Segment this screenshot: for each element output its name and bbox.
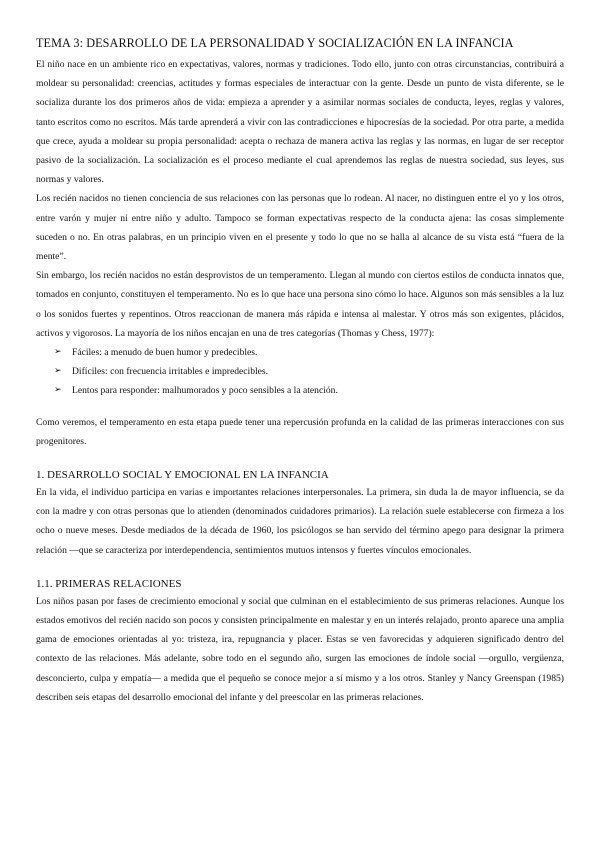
intro-paragraph-temperament: Sin embargo, los recién nacidos no están desprovistos de un temperamento. Llegan al mundo con ciertos estilos de conducta innatos que, tomados en conjunto, constituyen el temperamento. No es lo que hace una persona sino cómo lo hace. Algunos son más sensibles a la luz o los sonidos fuertes y repentinos. Otros reaccionan de manera más rápida e intensa al malestar. Y otros más son exigentes, plácidos, activos y vigorosos. La mayoría de los niños encajan en una de tres categorías (Thomas y Chess, 1977): — [36, 270, 564, 339]
document-title: TEMA 3: DESARROLLO DE LA PERSONALIDAD Y SOCIALIZACIÓN EN LA INFANCIA — [36, 36, 514, 50]
arrow-bullet-icon: ➢ — [54, 347, 62, 358]
section-paragraph: En la vida, el individuo participa en varias e importantes relaciones interpersonales. La primera, sin duda la de mayor influencia, se da con la madre y con otras personas que lo atienden (denominados cuidadores primarios). La relación suele establecerse con firmeza a los ocho o nueve meses. Desde mediados de la década de 1960, los psicólogos se han servido del término apego para designar la primera relación —que se caracteriza por interdependencia, sentimientos mutuos intensos y fuertes vínculos emocionales. — [36, 487, 564, 556]
list-item-text: Lentos para responder: malhumorados y poco sensibles a la atención. — [72, 385, 338, 397]
list-item-text: Difíciles: con frecuencia irritables e impredecibles. — [72, 366, 269, 378]
section-heading: 1. DESARROLLO SOCIAL Y EMOCIONAL EN LA INFANCIA — [36, 469, 329, 482]
list-item — [54, 381, 564, 400]
list-item — [54, 343, 564, 362]
list-item — [54, 362, 564, 381]
subsection-heading: 1.1. PRIMERAS RELACIONES — [36, 577, 182, 590]
temperament-categories-list — [36, 343, 564, 401]
subsection-paragraph: Los niños pasan por fases de crecimiento emocional y social que culminan en el establecimiento de sus primeras relaciones. Aunque los estados emotivos del recién nacido son pocos y consisten principalmente en malestar y en un interés relajado, pronto aparece una amplia gama de emociones orientadas al yo: tristeza, ira, repugnancia y placer. Estas se ven favorecidas y adquieren significado dentro del contexto de las relaciones. Más adelante, sobre todo en el segundo año, surgen las emociones de índole social —orgullo, vergüenza, desconcierto, culpa y empatía— a medida que el pequeño se conoce mejor a sí mismo y a los otros. Stanley y Nancy Greenspan (1985) describen seis etapas del desarrollo emocional del infante y del preescolar en las primeras relaciones. — [36, 595, 564, 703]
spacer — [36, 401, 564, 413]
list-item-text: Fáciles: a menudo de buen humor y predecibles. — [72, 347, 258, 359]
arrow-bullet-icon: ➢ — [54, 366, 62, 377]
intro-paragraph-socialization: El niño nace en un ambiente rico en expectativas, valores, normas y tradiciones. Todo ello, junto con otras circunstancias, contribuirá a moldear su personalidad: creencias, actitudes y formas especiales de interactuar con la gente. Desde un punto de vista diferente, se le socializa durante los dos primeros años de vida: empieza a aprender y a asimilar normas sociales de conducta, leyes, reglas y valores, tanto escritos como no escritos. Más tarde aprenderá a vivir con las contradicciones e hipocresías de la sociedad. Por otra parte, a medida que crece, ayuda a moldear su propia personalidad: acepta o rechaza de manera activa las reglas y las normas, en lugar de ser receptor pasivo de la socialización. La socialización es el proceso mediante el cual aprendemos las reglas de nuestra sociedad, sus leyes, sus normas y valores. — [36, 59, 564, 186]
arrow-bullet-icon: ➢ — [54, 385, 62, 396]
after-list-paragraph: Como veremos, el temperamento en esta etapa puede tener una repercusión profunda en la calidad de las primeras interacciones con sus progenitores. — [36, 416, 564, 447]
intro-paragraph-newborns: Los recién nacidos no tienen conciencia de sus relaciones con las personas que lo rodean. Al nacer, no distinguen entre el yo y los otros, entre varón y mujer ni entre niño y adulto. Tampoco se forman expectativas respecto de la conducta ajena: las cosas simplemente suceden o no. En otras palabras, en un principio viven en el presente y todo lo que no se halla al alcance de su vista está “fuera de la mente”. — [36, 193, 564, 263]
